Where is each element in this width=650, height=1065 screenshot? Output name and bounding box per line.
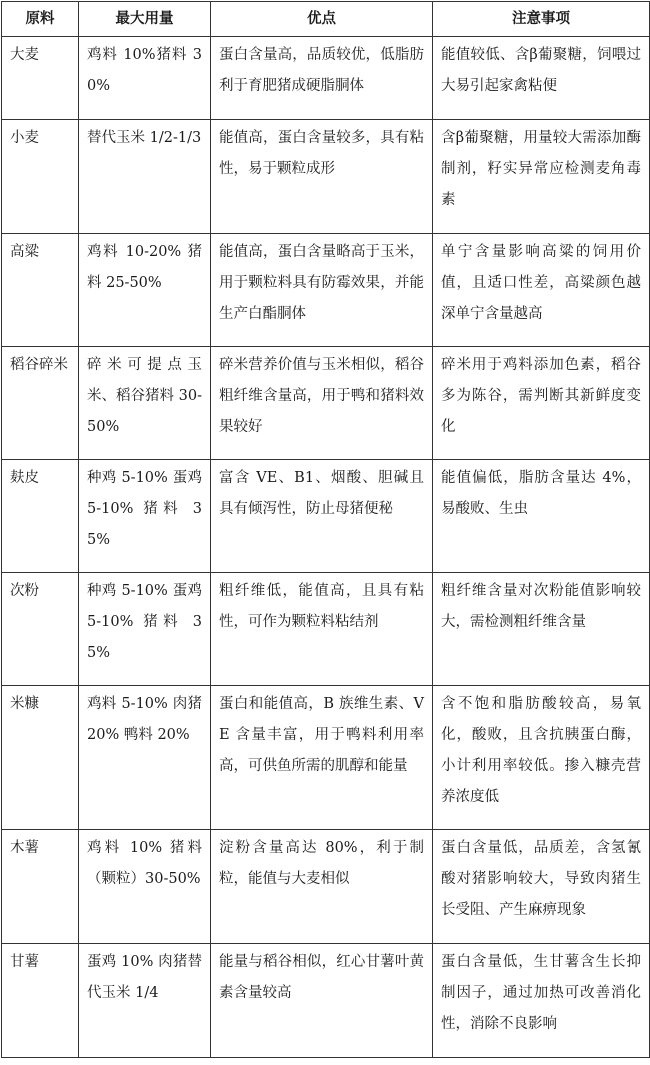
table-row [2,120,650,234]
notes: 蛋白含量低，品质差，含氢氰酸对猪影响较大，导致肉猪生长受阻、产生麻痹现象 [433,830,650,944]
advantages: 蛋白含量高，品质较优，低脂肪利于育肥猪成硬脂胴体 [211,37,433,120]
notes: 能值较低、含β葡聚糖，饲喂过大易引起家禽粘便 [433,37,650,120]
ingredient-name: 高粱 [2,234,79,347]
ingredient-name: 次粉 [2,573,79,686]
table-row [2,37,650,120]
advantages: 碎米营养价值与玉米相似，稻谷粗纤维含量高，用于鸭和猪料效果较好 [211,347,433,460]
header-row [2,2,650,37]
header-advantages: 优点 [211,2,433,37]
notes: 能值偏低，脂肪含量达 4%，易酸败、生虫 [433,460,650,573]
max-dosage: 鸡料 10% 猪料（颗粒）30-50% [79,830,211,944]
notes: 蛋白含量低，生甘薯含生长抑制因子，通过加热可改善消化性，消除不良影响 [433,944,650,1058]
table-row [2,944,650,1058]
ingredient-name: 稻谷碎米 [2,347,79,460]
table-row [2,573,650,686]
notes: 粗纤维含量对次粉能值影响较大，需检测粗纤维含量 [433,573,650,686]
ingredient-name: 小麦 [2,120,79,234]
notes: 单宁含量影响高粱的饲用价值，且适口性差，高粱颜色越深单宁含量越高 [433,234,650,347]
advantages: 淀粉含量高达 80%，利于制粒，能值与大麦相似 [211,830,433,944]
notes: 含不饱和脂肪酸较高，易氧化，酸败，且含抗胰蛋白酶，小计利用率较低。掺入糠壳营养浓度低 [433,686,650,830]
max-dosage: 种鸡 5-10% 蛋鸡 5-10% 猪料 35% [79,460,211,573]
notes: 碎米用于鸡料添加色素，稻谷多为陈谷，需判断其新鲜度变化 [433,347,650,460]
ingredient-name: 大麦 [2,37,79,120]
notes: 含β葡聚糖，用量较大需添加酶制剂，籽实异常应检测麦角毒素 [433,120,650,234]
header-ingredient: 原料 [2,2,79,37]
max-dosage: 鸡料 10-20% 猪料 25-50% [79,234,211,347]
advantages: 能值高，蛋白含量较多，具有粘性，易于颗粒成形 [211,120,433,234]
ingredient-name: 米糠 [2,686,79,830]
advantages: 粗纤维低，能值高，且具有粘性，可作为颗粒料粘结剂 [211,573,433,686]
table-row [2,460,650,573]
table-row [2,686,650,830]
max-dosage: 鸡料 10%猪料 30% [79,37,211,120]
feed-ingredients-table [1,1,650,1058]
max-dosage: 替代玉米 1/2-1/3 [79,120,211,234]
table-row [2,347,650,460]
max-dosage: 鸡料 5-10% 肉猪 20% 鸭料 20% [79,686,211,830]
header-max-dosage: 最大用量 [79,2,211,37]
advantages: 能量与稻谷相似，红心甘薯叶黄素含量较高 [211,944,433,1058]
max-dosage: 种鸡 5-10% 蛋鸡 5-10% 猪料 35% [79,573,211,686]
advantages: 富含 VE、B1、烟酸、胆碱且具有倾泻性，防止母猪便秘 [211,460,433,573]
advantages: 能值高，蛋白含量略高于玉米，用于颗粒料具有防霉效果，并能生产白酯胴体 [211,234,433,347]
ingredient-name: 木薯 [2,830,79,944]
max-dosage: 碎米可提点玉米、稻谷猪料 30-50% [79,347,211,460]
table-row [2,234,650,347]
table-row [2,830,650,944]
header-notes: 注意事项 [433,2,650,37]
advantages: 蛋白和能值高，B 族维生素、VE 含量丰富，用于鸭料利用率高，可供鱼所需的肌醇和能量 [211,686,433,830]
ingredient-name: 甘薯 [2,944,79,1058]
max-dosage: 蛋鸡 10% 肉猪替代玉米 1/4 [79,944,211,1058]
ingredient-name: 麸皮 [2,460,79,573]
